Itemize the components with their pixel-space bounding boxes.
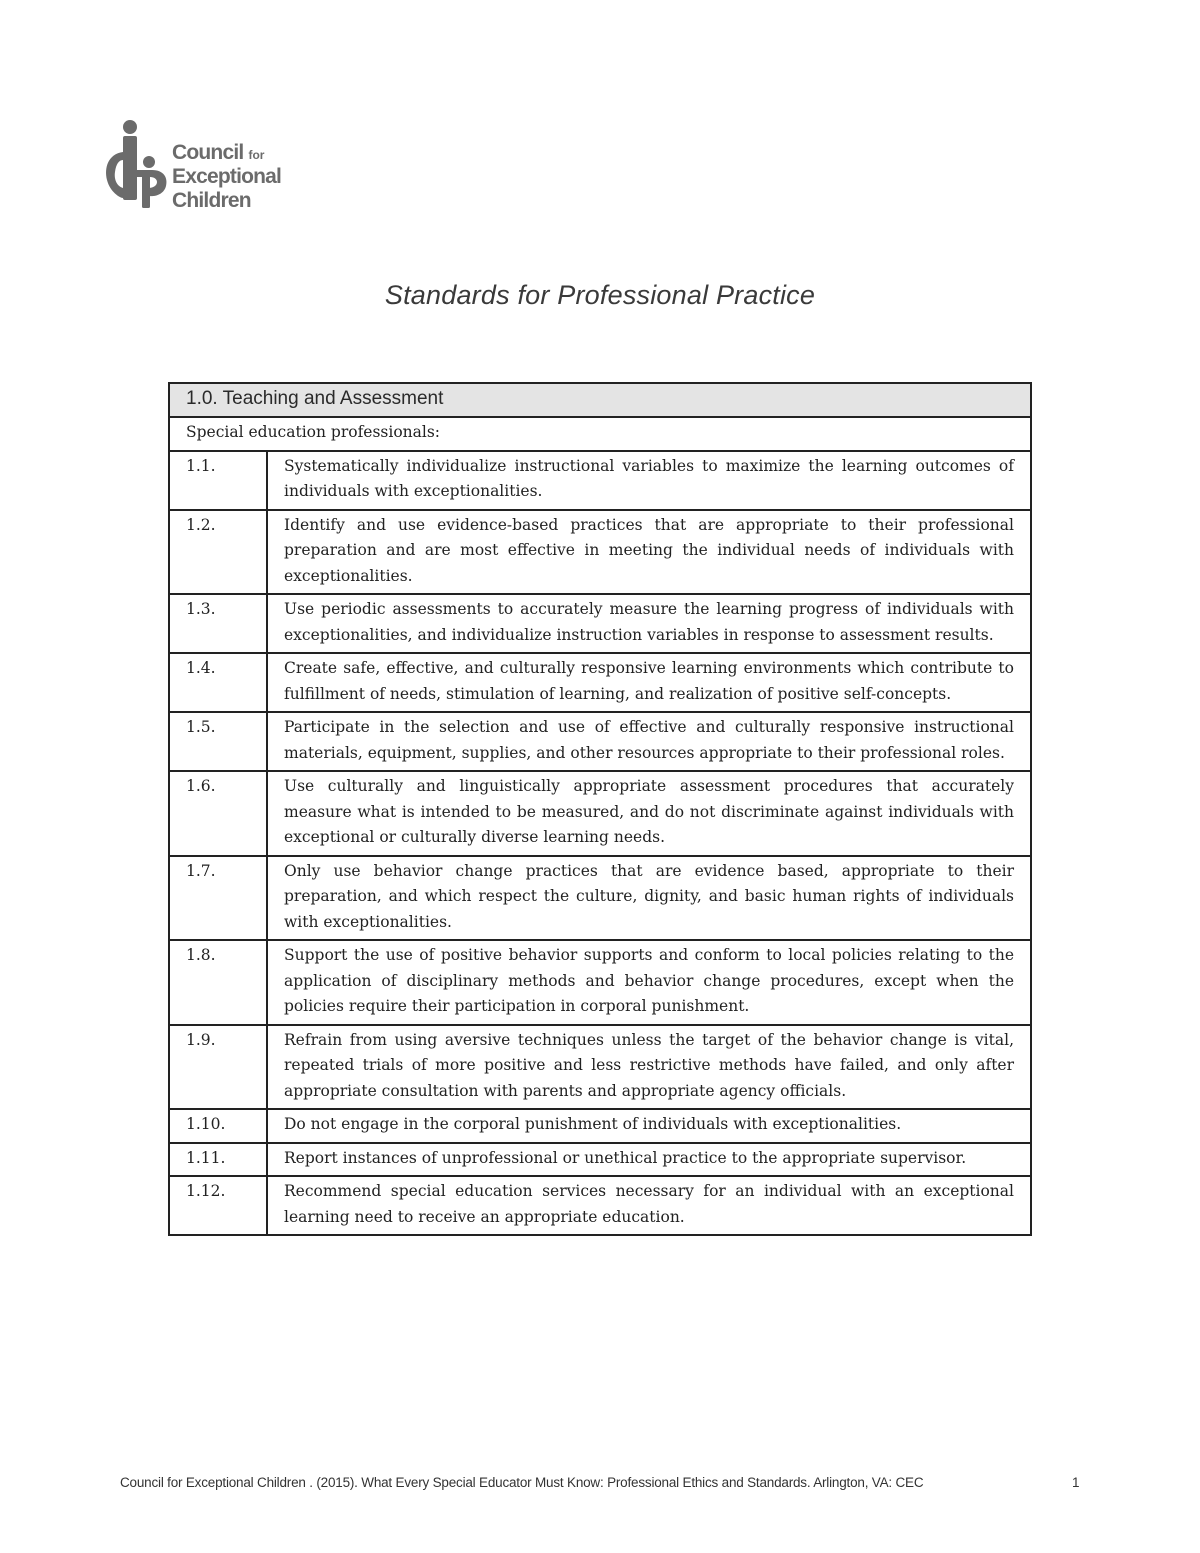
standard-number: 1.9. bbox=[169, 1025, 267, 1110]
standard-number: 1.12. bbox=[169, 1176, 267, 1235]
standard-row bbox=[169, 771, 1031, 856]
standard-text: Identify and use evidence-based practices that are appropriate to their professional preparation and are most effective in meeting the individual needs of individuals with exceptionalities. bbox=[267, 510, 1031, 595]
standard-text: Use culturally and linguistically appropriate assessment procedures that accurately measure what is intended to be measured, and do not discriminate against individuals with exceptional or culturally diverse learning needs. bbox=[267, 771, 1031, 856]
standard-number: 1.2. bbox=[169, 510, 267, 595]
standard-text: Refrain from using aversive techniques unless the target of the behavior change is vital, repeated trials of more positive and less restrictive methods have failed, and only after appropriate consultation with parents and appropriate agency officials. bbox=[267, 1025, 1031, 1110]
standard-number: 1.11. bbox=[169, 1143, 267, 1177]
page-number: 1 bbox=[1072, 1475, 1080, 1490]
standard-text: Participate in the selection and use of effective and culturally responsive instructional materials, equipment, supplies, and other resources appropriate to their professional roles. bbox=[267, 712, 1031, 771]
standard-row bbox=[169, 1109, 1031, 1143]
standard-row bbox=[169, 1143, 1031, 1177]
standard-text: Recommend special education services necessary for an individual with an exceptional learning need to receive an appropriate education. bbox=[267, 1176, 1031, 1235]
section-heading-row bbox=[169, 383, 1031, 417]
standard-number: 1.10. bbox=[169, 1109, 267, 1143]
logo-text-council-word: Council bbox=[172, 141, 244, 164]
standard-text: Report instances of unprofessional or unethical practice to the appropriate supervisor. bbox=[267, 1143, 1031, 1177]
section-intro-row bbox=[169, 417, 1031, 451]
section-heading: 1.0. Teaching and Assessment bbox=[169, 383, 1031, 417]
standard-row bbox=[169, 856, 1031, 941]
standard-text: Create safe, effective, and culturally responsive learning environments which contribute to fulfillment of needs, stimulation of learning, and realization of positive self-concepts. bbox=[267, 653, 1031, 712]
standards-table bbox=[168, 382, 1032, 1236]
standard-row bbox=[169, 510, 1031, 595]
logo-text-for: for bbox=[248, 148, 265, 162]
standard-number: 1.5. bbox=[169, 712, 267, 771]
standard-text: Do not engage in the corporal punishment of individuals with exceptionalities. bbox=[267, 1109, 1031, 1143]
standard-row bbox=[169, 451, 1031, 510]
cec-logo bbox=[104, 118, 304, 214]
standard-number: 1.6. bbox=[169, 771, 267, 856]
standard-row bbox=[169, 712, 1031, 771]
standard-row bbox=[169, 653, 1031, 712]
standard-text: Systematically individualize instructional variables to maximize the learning outcomes of individuals with exceptionalities. bbox=[267, 451, 1031, 510]
standard-row bbox=[169, 1025, 1031, 1110]
logo-text-council bbox=[172, 142, 264, 163]
footer-citation: Council for Exceptional Children . (2015). What Every Special Educator Must Know: Professional Ethics and Standards. Arlington, VA: CEC bbox=[120, 1475, 924, 1490]
standard-number: 1.7. bbox=[169, 856, 267, 941]
standard-number: 1.3. bbox=[169, 594, 267, 653]
standard-row bbox=[169, 940, 1031, 1025]
section-intro: Special education professionals: bbox=[169, 417, 1031, 451]
cec-logo-mark bbox=[104, 118, 174, 214]
standard-number: 1.4. bbox=[169, 653, 267, 712]
standard-row bbox=[169, 1176, 1031, 1235]
standard-text: Support the use of positive behavior supports and conform to local policies relating to the application of disciplinary methods and behavior change procedures, except when the policies require their participation in corporal punishment. bbox=[267, 940, 1031, 1025]
logo-text-children: Children bbox=[172, 189, 251, 212]
standard-number: 1.8. bbox=[169, 940, 267, 1025]
standard-row bbox=[169, 594, 1031, 653]
standard-number: 1.1. bbox=[169, 451, 267, 510]
standard-text: Only use behavior change practices that are evidence based, appropriate to their preparation, and which respect the culture, dignity, and basic human rights of individuals with exceptionalities. bbox=[267, 856, 1031, 941]
page-title: Standards for Professional Practice bbox=[384, 280, 816, 310]
standard-text: Use periodic assessments to accurately measure the learning progress of individuals with exceptionalities, and individualize instruction variables in response to assessment results. bbox=[267, 594, 1031, 653]
logo-text-exceptional: Exceptional bbox=[172, 165, 282, 188]
